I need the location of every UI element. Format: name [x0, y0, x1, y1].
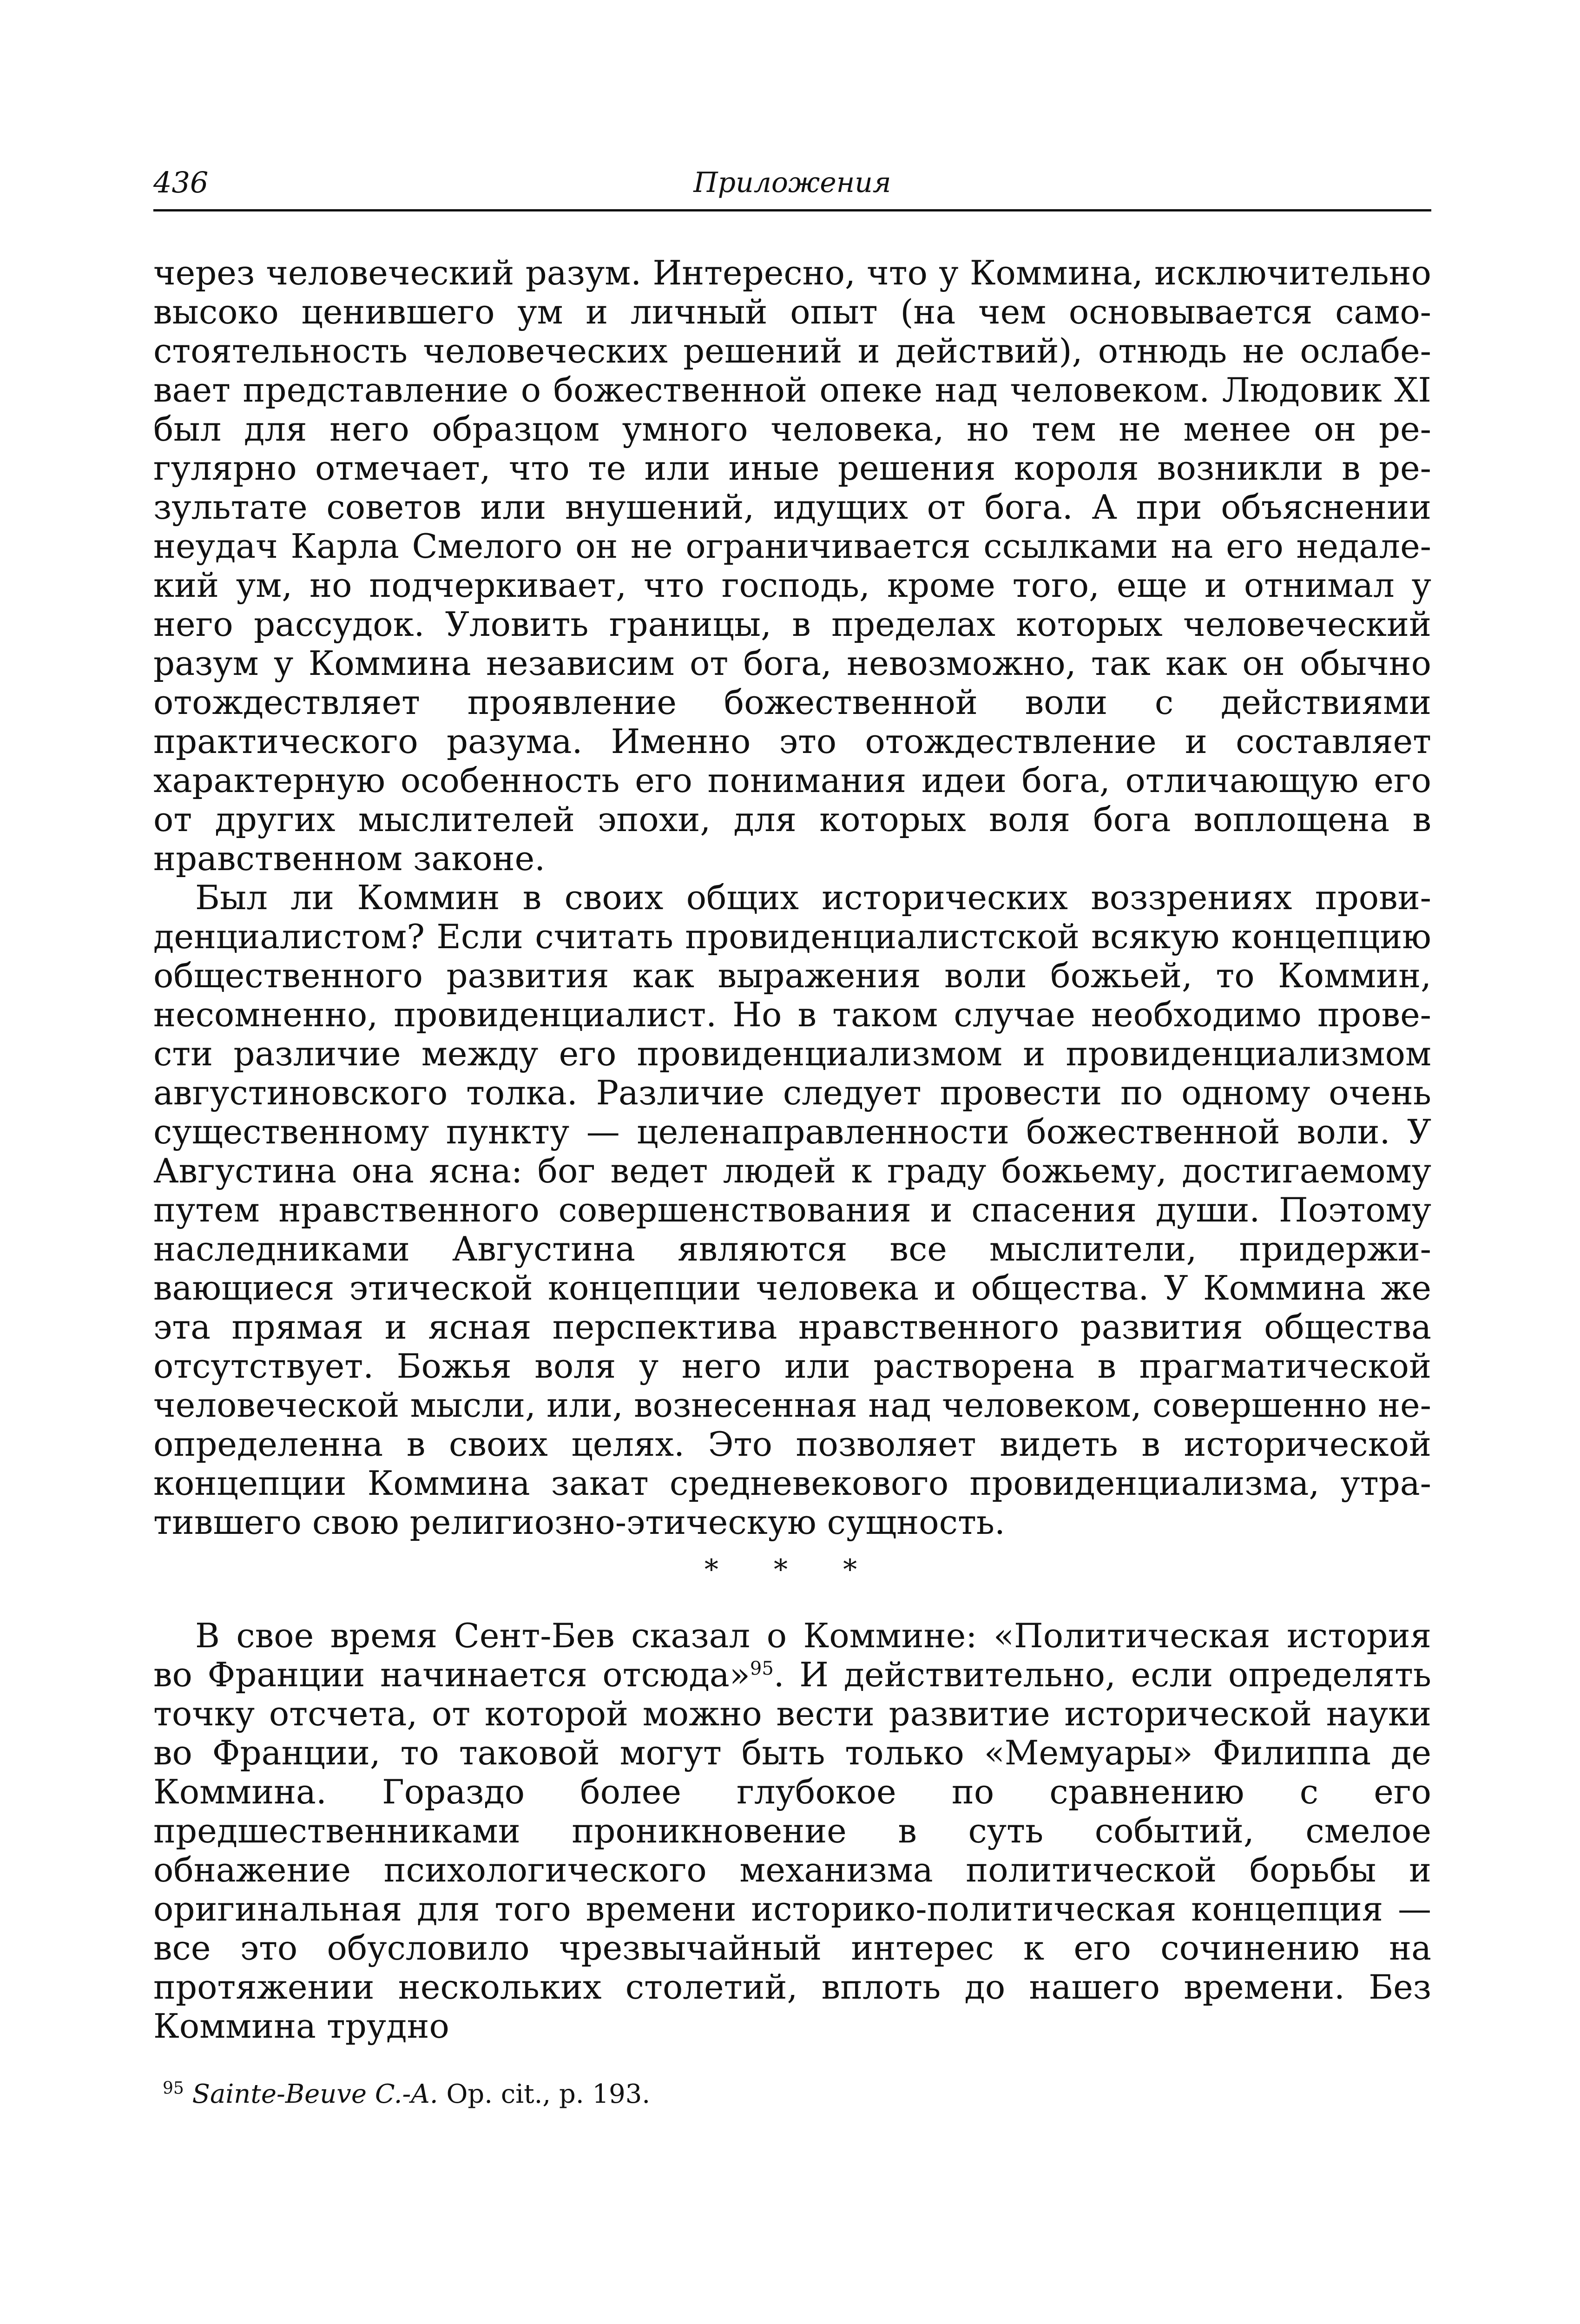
- footnote-number: 95: [163, 2079, 184, 2098]
- page-header: [153, 153, 1431, 211]
- paragraph-3: [153, 1616, 1431, 2046]
- page-number: 436: [153, 165, 209, 199]
- main-text: [153, 253, 1431, 2046]
- paragraph-3-start: В свое время Сент-Бев сказал о Коммине: «Политическая история во Франции начинается отсюда»: [153, 1616, 1431, 1694]
- paragraph-2: Был ли Коммин в своих общих исторических воззрениях провиденциалистом? Если считать провиденциалистской всякую концепцию общественного развития как выражения воли божьей, то Коммин, несомненно, провиденциалист. Но в таком случае необходимо провести различие между его провиденциализмом и провиденциализмом августиновского толка. Различие следует провести по одному очень существенному пункту — целенаправленности божественной воли. У Августина она ясна: бог ведет людей к граду божьему, достигаемому путем нравственного совершенствования и спасения души. Поэтому наследниками Августина являются все мыслители, придерживающиеся этической концепции человека и общества. У Коммина же эта прямая и ясная перспектива нравственного развития общества отсутствует. Божья воля у него или растворена в прагматической человеческой мысли, или, вознесенная над человеком, совершенно неопределенна в своих целях. Это позволяет видеть в исторической концепции Коммина закат средневекового провиденциализма, утратившего свою религиозно-этическую сущность.: [153, 878, 1431, 1542]
- footnote-citation: Op. cit., p. 193.: [438, 2079, 651, 2109]
- paragraph-1: через человеческий разум. Интересно, что у Коммина, исключительно высоко ценившего ум и личный опыт (на чем основывается самостоятельность человеческих решений и действий), отнюдь не ослабевает представление о божественной опеке над человеком. Людовик XI был для него образцом умного человека, но тем не менее он регулярно отмечает, что те или иные решения короля возникли в результате советов или внушений, идущих от бога. А при объяснении неудач Карла Смелого он не ограничивается ссылками на его недалекий ум, но подчеркивает, что господь, кроме того, еще и отнимал у него рассудок. Уловить границы, в пределах которых человеческий разум у Коммина независим от бога, невозможно, так как он обычно отождествляет проявление божественной воли с действиями практического разума. Именно это отождествление и составляет характерную особенность его понимания идеи бога, отличающую его от других мыслителей эпохи, для которых воля бога воплощена в нравственном законе.: [153, 253, 1431, 878]
- paragraph-3-rest: . И действительно, если определять точку отсчета, от которой можно вести развитие исторической науки во Франции, то таковой могут быть только «Мемуары» Филиппа де Коммина. Гораздо более глубокое по сравнению с его предшественниками проникновение в суть событий, смелое обнажение психологического механизма политической борьбы и оригинальная для того времени историко-политическая концепция — все это обусловило чрезвычайный интерес к его сочинению на протяжении нескольких столетий, вплоть до нашего времени. Без Коммина трудно: [153, 1655, 1431, 2046]
- footnote-author: Sainte-Beuve C.-A.: [192, 2079, 438, 2109]
- footnote-reference: 95: [750, 1658, 774, 1679]
- running-head: Приложения: [693, 166, 891, 199]
- book-page: [153, 153, 1431, 2245]
- footnote: [153, 2078, 1431, 2111]
- section-separator: * * *: [704, 1553, 881, 1586]
